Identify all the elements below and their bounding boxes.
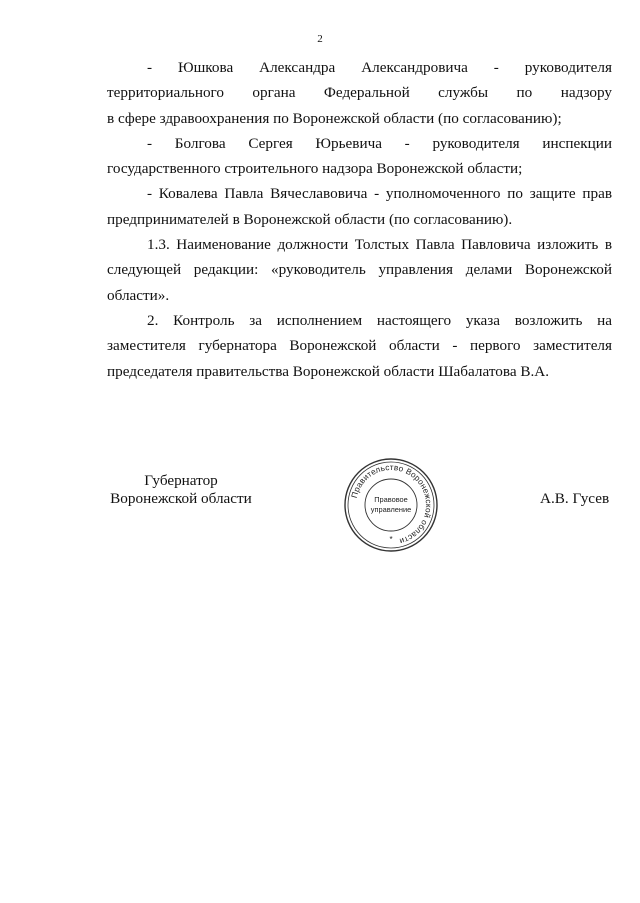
seal-star-icon: * bbox=[389, 535, 393, 544]
governor-name: А.В. Гусев bbox=[540, 490, 610, 507]
paragraph-control: 2. Контроль за исполнением настоящего указа возложить на заместителя губернатора Воронежской области - первого заместителя председателя правительства Воронежской области Шабалатова В.А. bbox=[107, 311, 612, 380]
paragraph-yushkov: - Юшкова Александра Александровича - руководителя территориального органа Федеральной службы по надзору bbox=[107, 59, 612, 102]
document-body bbox=[107, 55, 612, 384]
paragraph-bolgov: - Болгова Сергея Юрьевича - руководителя инспекции государственного строительного надзора Воронежской области; bbox=[107, 134, 612, 178]
governor-title-line1: Губернатор bbox=[144, 472, 218, 489]
official-seal bbox=[341, 455, 441, 555]
seal-center-line1: Правовое bbox=[374, 495, 408, 504]
page-number: 2 bbox=[317, 33, 323, 45]
paragraph-kovalev: - Ковалева Павла Вячеславовича - уполномоченного по защите прав предпринимателей в Воронежской области (по согласованию). bbox=[107, 185, 612, 228]
seal-ring-text: Правительство Воронежской области bbox=[349, 462, 434, 546]
paragraph-tolstykh: 1.3. Наименование должности Толстых Павла Павловича изложить в следующей редакции: «руководитель управления делами Воронежской области». bbox=[107, 236, 612, 304]
seal-center-line2: управление bbox=[370, 505, 412, 514]
governor-title bbox=[106, 472, 256, 508]
governor-title-line2: Воронежской области bbox=[110, 490, 252, 507]
paragraph-yushkov-end: в сфере здравоохранения по Воронежской области (по согласованию); bbox=[107, 109, 562, 127]
